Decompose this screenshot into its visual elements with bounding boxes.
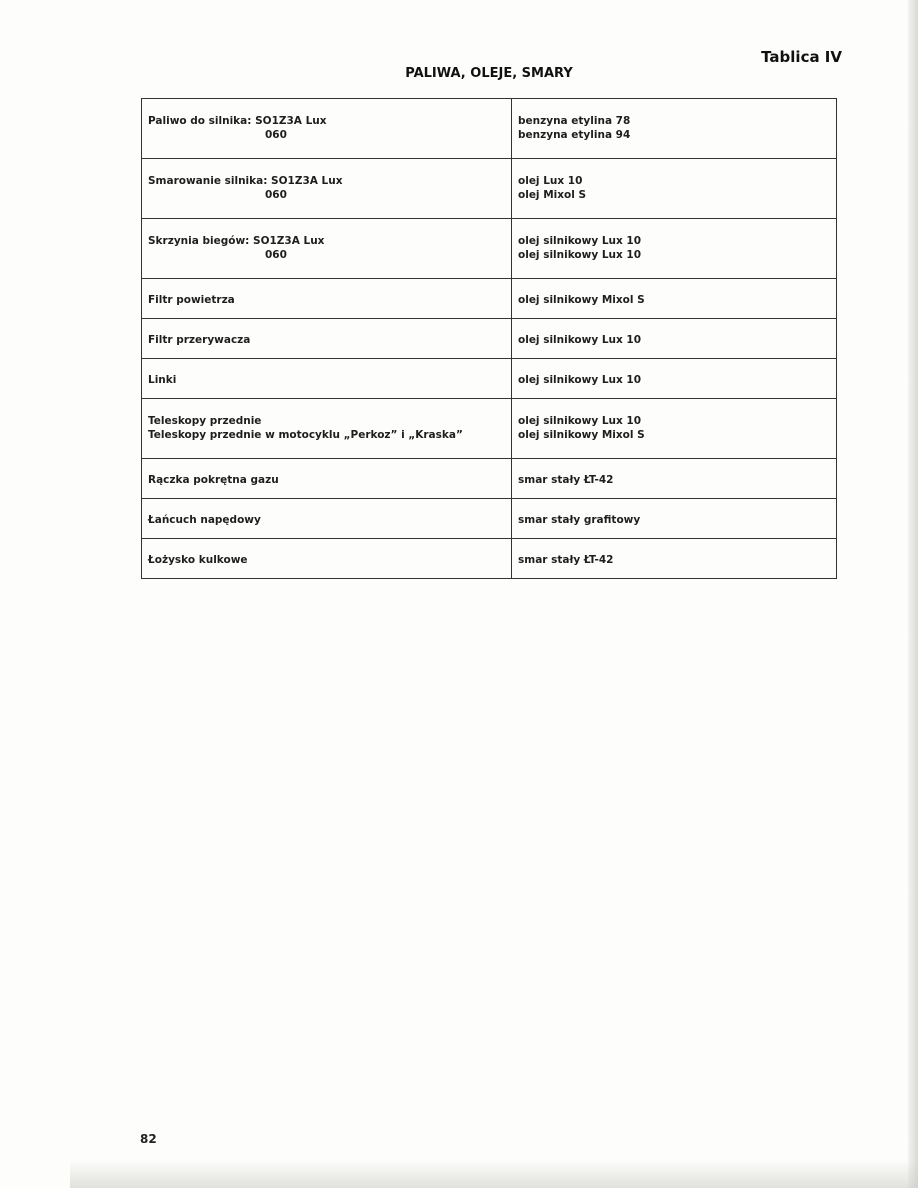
lubricant-cell: [512, 319, 837, 359]
table-number: Tablica IV: [761, 48, 842, 66]
table-row: [142, 99, 837, 159]
lubricant-name: olej Mixol S: [518, 189, 587, 201]
table-row: [142, 359, 837, 399]
component-cell: [142, 99, 512, 159]
component-variant: 060: [265, 249, 287, 261]
lubricant-name: olej silnikowy Lux 10: [518, 334, 642, 346]
component-name: Łańcuch napędowy: [148, 514, 261, 526]
component-name: Łożysko kulkowe: [148, 554, 248, 566]
lubricant-cell: [512, 499, 837, 539]
lubricant-name: benzyna etylina 94: [518, 129, 631, 141]
lubricant-cell: [512, 359, 837, 399]
component-cell: [142, 499, 512, 539]
component-variant: 060: [265, 189, 287, 201]
page-number: 82: [140, 1132, 157, 1146]
page-bottom-shadow: [70, 1160, 918, 1188]
lubricant-cell: [512, 539, 837, 579]
component-cell: [142, 159, 512, 219]
lubricant-name: olej silnikowy Lux 10: [518, 235, 642, 247]
table-row: [142, 319, 837, 359]
lubricant-cell: [512, 399, 837, 459]
lubricant-cell: [512, 159, 837, 219]
lubricant-name: smar stały ŁT-42: [518, 474, 614, 486]
page-title: PALIWA, OLEJE, SMARY: [405, 66, 573, 81]
component-name: Filtr przerywacza: [148, 334, 251, 346]
component-cell: [142, 319, 512, 359]
lubricants-table: [141, 98, 837, 579]
component-name: Skrzynia biegów: SO1Z3A Lux: [148, 235, 325, 247]
component-variant: 060: [265, 129, 287, 141]
table-row: [142, 219, 837, 279]
lubricant-name: olej silnikowy Mixol S: [518, 294, 645, 306]
lubricant-name: benzyna etylina 78: [518, 115, 631, 127]
lubricant-name: smar stały ŁT-42: [518, 554, 614, 566]
component-name: Paliwo do silnika: SO1Z3A Lux: [148, 115, 327, 127]
table-row: [142, 159, 837, 219]
lubricant-name: olej silnikowy Lux 10: [518, 249, 642, 261]
component-name: Teleskopy przednie: [148, 415, 262, 427]
table-row: [142, 279, 837, 319]
component-cell: [142, 359, 512, 399]
lubricant-cell: [512, 279, 837, 319]
component-cell: [142, 459, 512, 499]
table-row: [142, 539, 837, 579]
lubricant-name: olej silnikowy Lux 10: [518, 415, 642, 427]
lubricant-cell: [512, 99, 837, 159]
component-name: Teleskopy przednie w motocyklu „Perkoz” i „Kraska”: [148, 429, 463, 441]
lubricant-name: olej silnikowy Lux 10: [518, 374, 642, 386]
lubricant-cell: [512, 459, 837, 499]
component-cell: [142, 399, 512, 459]
component-cell: [142, 219, 512, 279]
component-name: Smarowanie silnika: SO1Z3A Lux: [148, 175, 343, 187]
table-row: [142, 459, 837, 499]
table-row: [142, 499, 837, 539]
component-name: Rączka pokrętna gazu: [148, 474, 279, 486]
component-name: Filtr powietrza: [148, 294, 235, 306]
lubricant-name: olej silnikowy Mixol S: [518, 429, 645, 441]
lubricant-cell: [512, 219, 837, 279]
lubricant-name: olej Lux 10: [518, 175, 583, 187]
component-cell: [142, 539, 512, 579]
page-edge-shadow: [908, 0, 918, 1188]
table-row: [142, 399, 837, 459]
lubricant-name: smar stały grafitowy: [518, 514, 641, 526]
component-cell: [142, 279, 512, 319]
component-name: Linki: [148, 374, 177, 386]
